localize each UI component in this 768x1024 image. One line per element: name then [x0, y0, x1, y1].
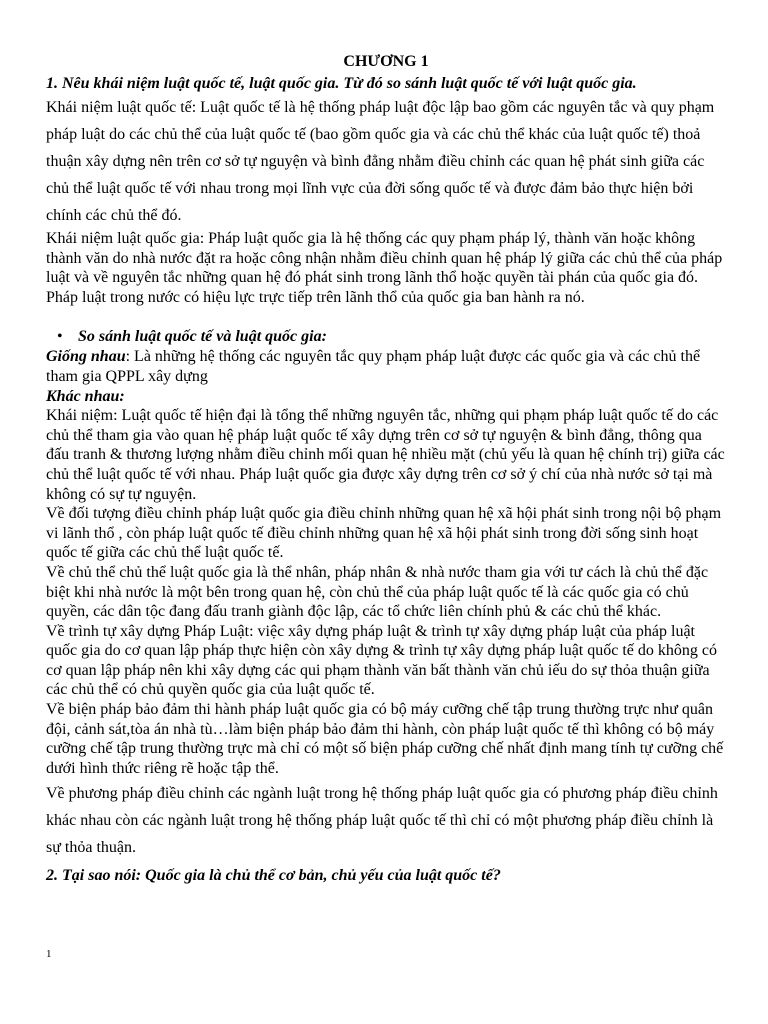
difference-method: Về phương pháp điều chỉnh các ngành luật trong hệ thống pháp luật quốc gia có phương pháp điều chỉnh khác nhau còn các ngành luật trong hệ thống pháp luật quốc tế thì chỉ có một phương pháp điều chỉnh là sự thỏa thuận.	[46, 785, 718, 857]
intl-law-definition: Khái niệm luật quốc tế: Luật quốc tế là hệ thống pháp luật độc lập bao gồm các nguyên tắc và quy phạm pháp luật do các chủ thể của luật quốc tế (bao gồm quốc gia và các chủ thể khác của luật quốc tế) thoả thuận xây dựng nên trên cơ sở tự nguyện và bình đẳng nhằm điều chỉnh các quan hệ phát sinh giữa các chủ thể luật quốc tế với nhau trong mọi lĩnh vực của đời sống quốc tế và được đảm bảo thực hiện bởi chính các chủ thể đó.	[46, 99, 715, 224]
similarity-text: : Là những hệ thống các nguyên tắc quy phạm pháp luật được các quốc gia và các chủ thể tham gia QPPL xây dựng	[46, 348, 701, 385]
similarity-paragraph	[46, 347, 726, 386]
document-page	[46, 52, 726, 889]
page-number: 1	[46, 948, 52, 960]
bullet-icon: •	[57, 328, 63, 346]
difference-subject: Về chủ thể chủ thể luật quốc gia là thể nhân, pháp nhân & nhà nước tham gia với tư cách là chủ thể đặc biệt khi nhà nước là một bên trong quan hệ, còn chủ thể của pháp luật quốc tế là các quốc gia có chủ quyền, các dân tộc đang đấu tranh giành độc lập, các tổ chức liên chính phủ & các chủ thể khác.	[46, 563, 709, 621]
difference-procedure: Về trình tự xây dựng Pháp Luật: việc xây dựng pháp luật & trình tự xây dựng pháp luật của pháp luật quốc gia do cơ quan lập pháp thực hiện còn xây dựng & trình tự xây dựng pháp luật quốc tế do không có cơ quan lập pháp nên khi xây dựng các qui phạm thành văn bất thành văn chủ iếu do sự thỏa thuận giữa các chủ thể có chủ quyền quốc gia của luật quốc tế.	[46, 622, 717, 699]
question-2-heading: 2. Tại sao nói: Quốc gia là chủ thể cơ bản, chủ yếu của luật quốc tế?	[46, 867, 501, 885]
question-1-heading: 1. Nêu khái niệm luật quốc tế, luật quốc gia. Từ đó so sánh luật quốc tế với luật quốc gia.	[46, 75, 637, 92]
chapter-title: CHƯƠNG 1	[343, 53, 429, 70]
difference-label: Khác nhau:	[46, 387, 125, 405]
comparison-bullet	[46, 327, 726, 347]
difference-object: Về đối tượng điều chỉnh pháp luật quốc gia điều chỉnh những quan hệ xã hội phát sinh trong nội bộ phạm vi lãnh thổ , còn pháp luật quốc tế điều chỉnh những quan hệ xã hội phát sinh trong đời sống sinh hoạt quốc tế giữa các chủ thể luật quốc tế.	[46, 505, 722, 562]
difference-enforcement: Về biện pháp bảo đảm thi hành pháp luật quốc gia có bộ máy cưỡng chế tập trung thường trực như quân đội, cảnh sát,tòa án nhà tù…làm biện pháp bảo đảm thi hành, còn pháp luật quốc tế thì không có bộ máy cưỡng chế tập trung thường trực mà chỉ có một số biện pháp cưỡng chế nhất định mang tính tự cưỡng chế dưới hình thức riêng rẽ hoặc tập thể.	[46, 701, 724, 777]
national-law-definition: Khái niệm luật quốc gia: Pháp luật quốc gia là hệ thống các quy phạm pháp lý, thành văn hoặc không thành văn do nhà nước đặt ra hoặc công nhận nhằm điều chỉnh quan hệ pháp lý giữa các chủ thể của pháp luật và về nguyên tắc những quan hệ đó phát sinh trong lãnh thổ hoặc quyền tài phán của quốc gia đó. Pháp luật trong nước có hiệu lực trực tiếp trên lãnh thổ của quốc gia ban hành ra nó.	[46, 230, 723, 306]
comparison-heading: So sánh luật quốc tế và luật quốc gia:	[78, 328, 327, 346]
similarity-label: Giống nhau	[46, 348, 126, 366]
difference-concept: Khái niệm: Luật quốc tế hiện đại là tổng thể những nguyên tắc, những qui phạm pháp luật quốc tế do các chủ thể tham gia vào quan hệ pháp luật quốc tế xây dựng trên cơ sở tự nguyện & bình đẳng, thông qua đấu tranh & thương lượng nhằm điều chỉnh mối quan hệ nhiều mặt (chủ yếu là quan hệ chính trị) giữa các chủ thể luật quốc tế với nhau. Pháp luật quốc gia được xây dựng trên cơ sở ý chí của nhà nước sở tại mà không có sự tự nguyện.	[46, 407, 725, 503]
